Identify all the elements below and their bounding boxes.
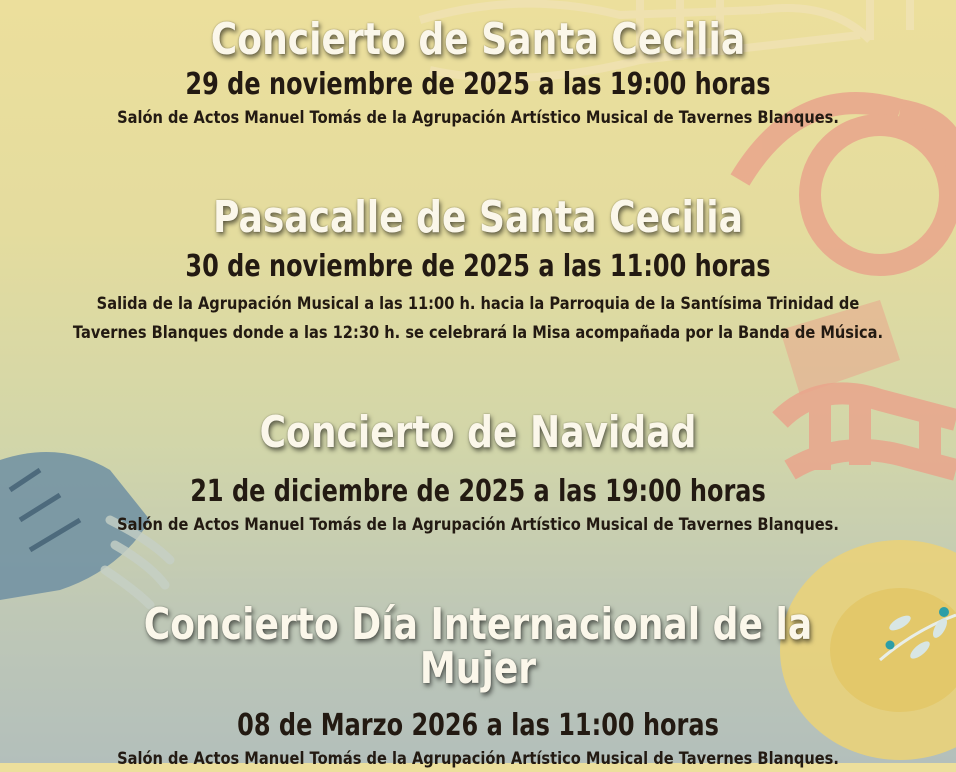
event-date: 29 de noviembre de 2025 a las 19:00 horas — [185, 67, 771, 102]
event-title: Concierto Día Internacional de la Mujer — [143, 599, 813, 694]
event-location: Salón de Actos Manuel Tomás de la Agrupación Artístico Musical de Tavernes Blanques. — [117, 749, 839, 769]
event-date: 21 de diciembre de 2025 a las 19:00 horas — [190, 474, 766, 509]
event-date: 30 de noviembre de 2025 a las 11:00 horas — [185, 249, 771, 284]
event-title: Pasacalle de Santa Cecilia — [213, 192, 743, 243]
event-description-line: Salida de la Agrupación Musical a las 11:00 h. hacia la Parroquia de la Santísima Trinidad de — [96, 294, 860, 314]
event-santa-cecilia-parade — [0, 192, 956, 345]
event-santa-cecilia-concert — [0, 14, 956, 131]
event-womens-day-concert — [0, 599, 956, 772]
event-location: Salón de Actos Manuel Tomás de la Agrupación Artístico Musical de Tavernes Blanques. — [117, 515, 839, 535]
event-date: 08 de Marzo 2026 a las 11:00 horas — [237, 708, 719, 743]
event-location: Salón de Actos Manuel Tomás de la Agrupación Artístico Musical de Tavernes Blanques. — [117, 108, 839, 128]
event-description-line: Tavernes Blanques donde a las 12:30 h. se celebrará la Misa acompañada por la Banda de Música. — [72, 322, 884, 343]
event-title: Concierto de Navidad — [259, 407, 697, 458]
event-christmas-concert — [0, 407, 956, 538]
event-title: Concierto de Santa Cecilia — [210, 14, 746, 65]
